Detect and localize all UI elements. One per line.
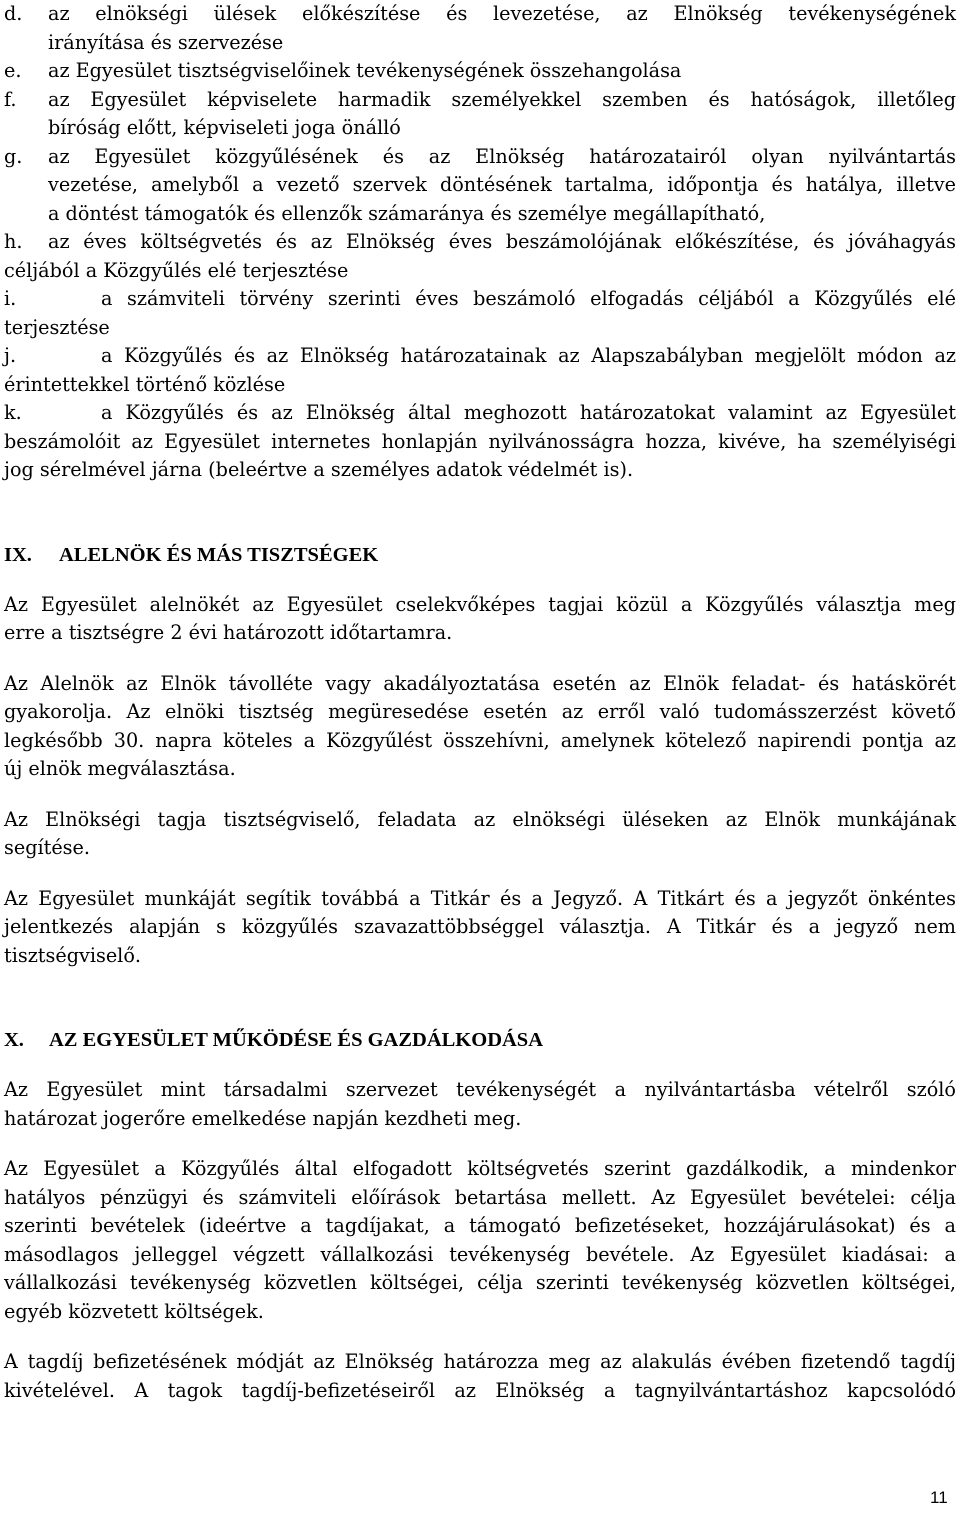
task-list: [4, 0, 956, 485]
paragraph-line: segítése.: [4, 836, 90, 859]
paragraph-line: erre a tisztségre 2 évi határozott időtartamra.: [4, 621, 453, 644]
paragraph-line: legkésőbb 30. napra köteles a Közgyűlést összehívni, amelynek kötelező napirendi pontja az: [4, 728, 956, 752]
section-number: X.: [4, 1029, 24, 1051]
paragraph-line: Az Elnökségi tagja tisztségviselő, feladata az elnökségi üléseken az Elnök munkájának: [4, 807, 956, 831]
list-text: a számviteli törvény szerinti éves beszámoló elfogadás céljából a Közgyűlés elé: [101, 287, 956, 310]
list-letter: e.: [4, 59, 22, 82]
list-letter: f.: [4, 87, 17, 111]
list-letter: k.: [4, 401, 22, 424]
paragraph-line: másodlagos jelleggel végzett vállalkozási tevékenység bevétele. Az Egyesület kiadásai: a: [4, 1242, 956, 1266]
list-item-h: [4, 228, 956, 257]
paragraph-line: Az Alelnök az Elnök távolléte vagy akadályoztatása esetén az Elnök feladat- és hatáskörét: [4, 671, 956, 695]
list-letter: h.: [4, 230, 23, 253]
list-item-k: [4, 399, 956, 428]
list-item-j: [4, 342, 956, 371]
list-text-continuation: a döntést támogatók és ellenzők számaránya és személye megállapítható,: [48, 201, 766, 225]
paragraph: [4, 670, 956, 784]
list-text-continuation: céljából a Közgyűlés elé terjesztése: [4, 258, 349, 282]
spacer: [4, 970, 956, 1026]
list-text: a Közgyűlés és az Elnökség által meghozott határozatokat valamint az Egyesület: [101, 401, 956, 424]
list-letter: i.: [4, 287, 17, 310]
list-text: a Közgyűlés és az Elnökség határozatainak az Alapszabályban megjelölt módon az: [101, 344, 956, 367]
list-item-i: [4, 285, 956, 314]
paragraph-line: Az Egyesület mint társadalmi szervezet tevékenységét a nyilvántartásba vételről szóló: [4, 1078, 956, 1101]
paragraph-line: gyakorolja. Az elnöki tisztség megüresedése esetén az erről való tudomásszerzést követő: [4, 700, 956, 723]
section-x-heading: [4, 1026, 956, 1054]
list-text: az Egyesület képviselete harmadik személyekkel szemben és hatóságok, illetőleg: [48, 87, 956, 111]
section-ix-heading: [4, 541, 956, 569]
paragraph: [4, 591, 956, 648]
paragraph: [4, 1076, 956, 1133]
document-page: [4, 0, 956, 1405]
paragraph-line: új elnök megválasztása.: [4, 757, 236, 780]
spacer: [4, 1054, 956, 1076]
list-text: az éves költségvetés és az Elnökség éves beszámolójának előkészítése, és jóváhagyás: [48, 230, 956, 253]
list-item-e: [4, 57, 956, 86]
paragraph: [4, 1348, 956, 1405]
list-letter: g.: [4, 144, 23, 168]
list-text-continuation: vezetése, amelyből a vezető szervek döntésének tartalma, időpontja és hatálya, illetve: [48, 173, 956, 196]
spacer: [4, 863, 956, 885]
spacer: [4, 1326, 956, 1348]
list-item-g: [4, 143, 956, 172]
spacer: [4, 485, 956, 541]
paragraph-line: tisztségviselő.: [4, 943, 141, 967]
list-text-continuation: irányítása és szervezése: [48, 30, 284, 54]
page-number: 11: [930, 1488, 948, 1507]
section-title: ALELNÖK ÉS MÁS TISZTSÉGEK: [59, 543, 379, 566]
spacer: [4, 569, 956, 591]
list-text-continuation: beszámolóit az Egyesület internetes honlapján nyilvánosságra hozza, kivéve, ha személyiségi: [4, 429, 956, 453]
spacer: [4, 648, 956, 670]
paragraph-line: Az Egyesület munkáját segítik továbbá a Titkár és a Jegyző. A Titkárt és a jegyzőt önkéntes: [4, 886, 956, 910]
list-letter: j.: [4, 344, 17, 367]
list-item-d: [4, 0, 956, 29]
section-title: AZ EGYESÜLET MŰKÖDÉSE ÉS GAZDÁLKODÁSA: [49, 1029, 544, 1051]
paragraph-line: hatályos pénzügyi és számviteli előírások betartása mellett. Az Egyesület bevételei: célja: [4, 1185, 956, 1209]
list-text-continuation: bíróság előtt, képviseleti joga önálló: [48, 116, 401, 139]
paragraph-line: Az Egyesület a Közgyűlés által elfogadott költségvetés szerint gazdálkodik, a mindenkor: [4, 1157, 956, 1180]
list-text-continuation: jog sérelmével járna (beleértve a személyes adatok védelmét is).: [4, 458, 634, 481]
paragraph: [4, 1155, 956, 1326]
paragraph-line: kivételével. A tagok tagdíj-befizetéseiről az Elnökség a tagnyilvántartáshoz kapcsolódó: [4, 1378, 956, 1402]
spacer: [4, 784, 956, 806]
list-text: az Egyesület közgyűlésének és az Elnökség határozatairól olyan nyilvántartás: [48, 144, 956, 168]
spacer: [4, 1133, 956, 1155]
paragraph: [4, 885, 956, 971]
paragraph-line: egyéb közvetett költségek.: [4, 1299, 264, 1323]
list-item-f: [4, 86, 956, 115]
paragraph-line: határozat jogerőre emelkedése napján kezdheti meg.: [4, 1106, 522, 1130]
paragraph-line: Az Egyesület alelnökét az Egyesület cselekvőképes tagjai közül a Közgyűlés választja meg: [4, 592, 956, 616]
paragraph-line: szerinti bevételek (ideértve a tagdíjakat, a támogató befizetéseket, hozzájárulásokat) és a: [4, 1214, 956, 1237]
list-text: az Egyesület tisztségviselőinek tevékenységének összehangolása: [48, 59, 682, 82]
paragraph-line: A tagdíj befizetésének módját az Elnökség határozza meg az alakulás évében fizetendő tagdíj: [4, 1350, 956, 1373]
list-text: az elnökségi ülések előkészítése és levezetése, az Elnökség tevékenységének: [48, 2, 956, 25]
list-text-continuation: terjesztése: [4, 315, 110, 339]
list-text-continuation: érintettekkel történő közlése: [4, 372, 286, 396]
list-letter: d.: [4, 2, 23, 25]
paragraph-line: vállalkozási tevékenység közvetlen költségei, célja szerinti tevékenység közvetlen költségei,: [4, 1271, 956, 1294]
paragraph-line: jelentkezés alapján s közgyűlés szavazattöbbséggel választja. A Titkár és a jegyző nem: [4, 915, 956, 938]
section-number: IX.: [4, 543, 32, 566]
paragraph: [4, 806, 956, 863]
